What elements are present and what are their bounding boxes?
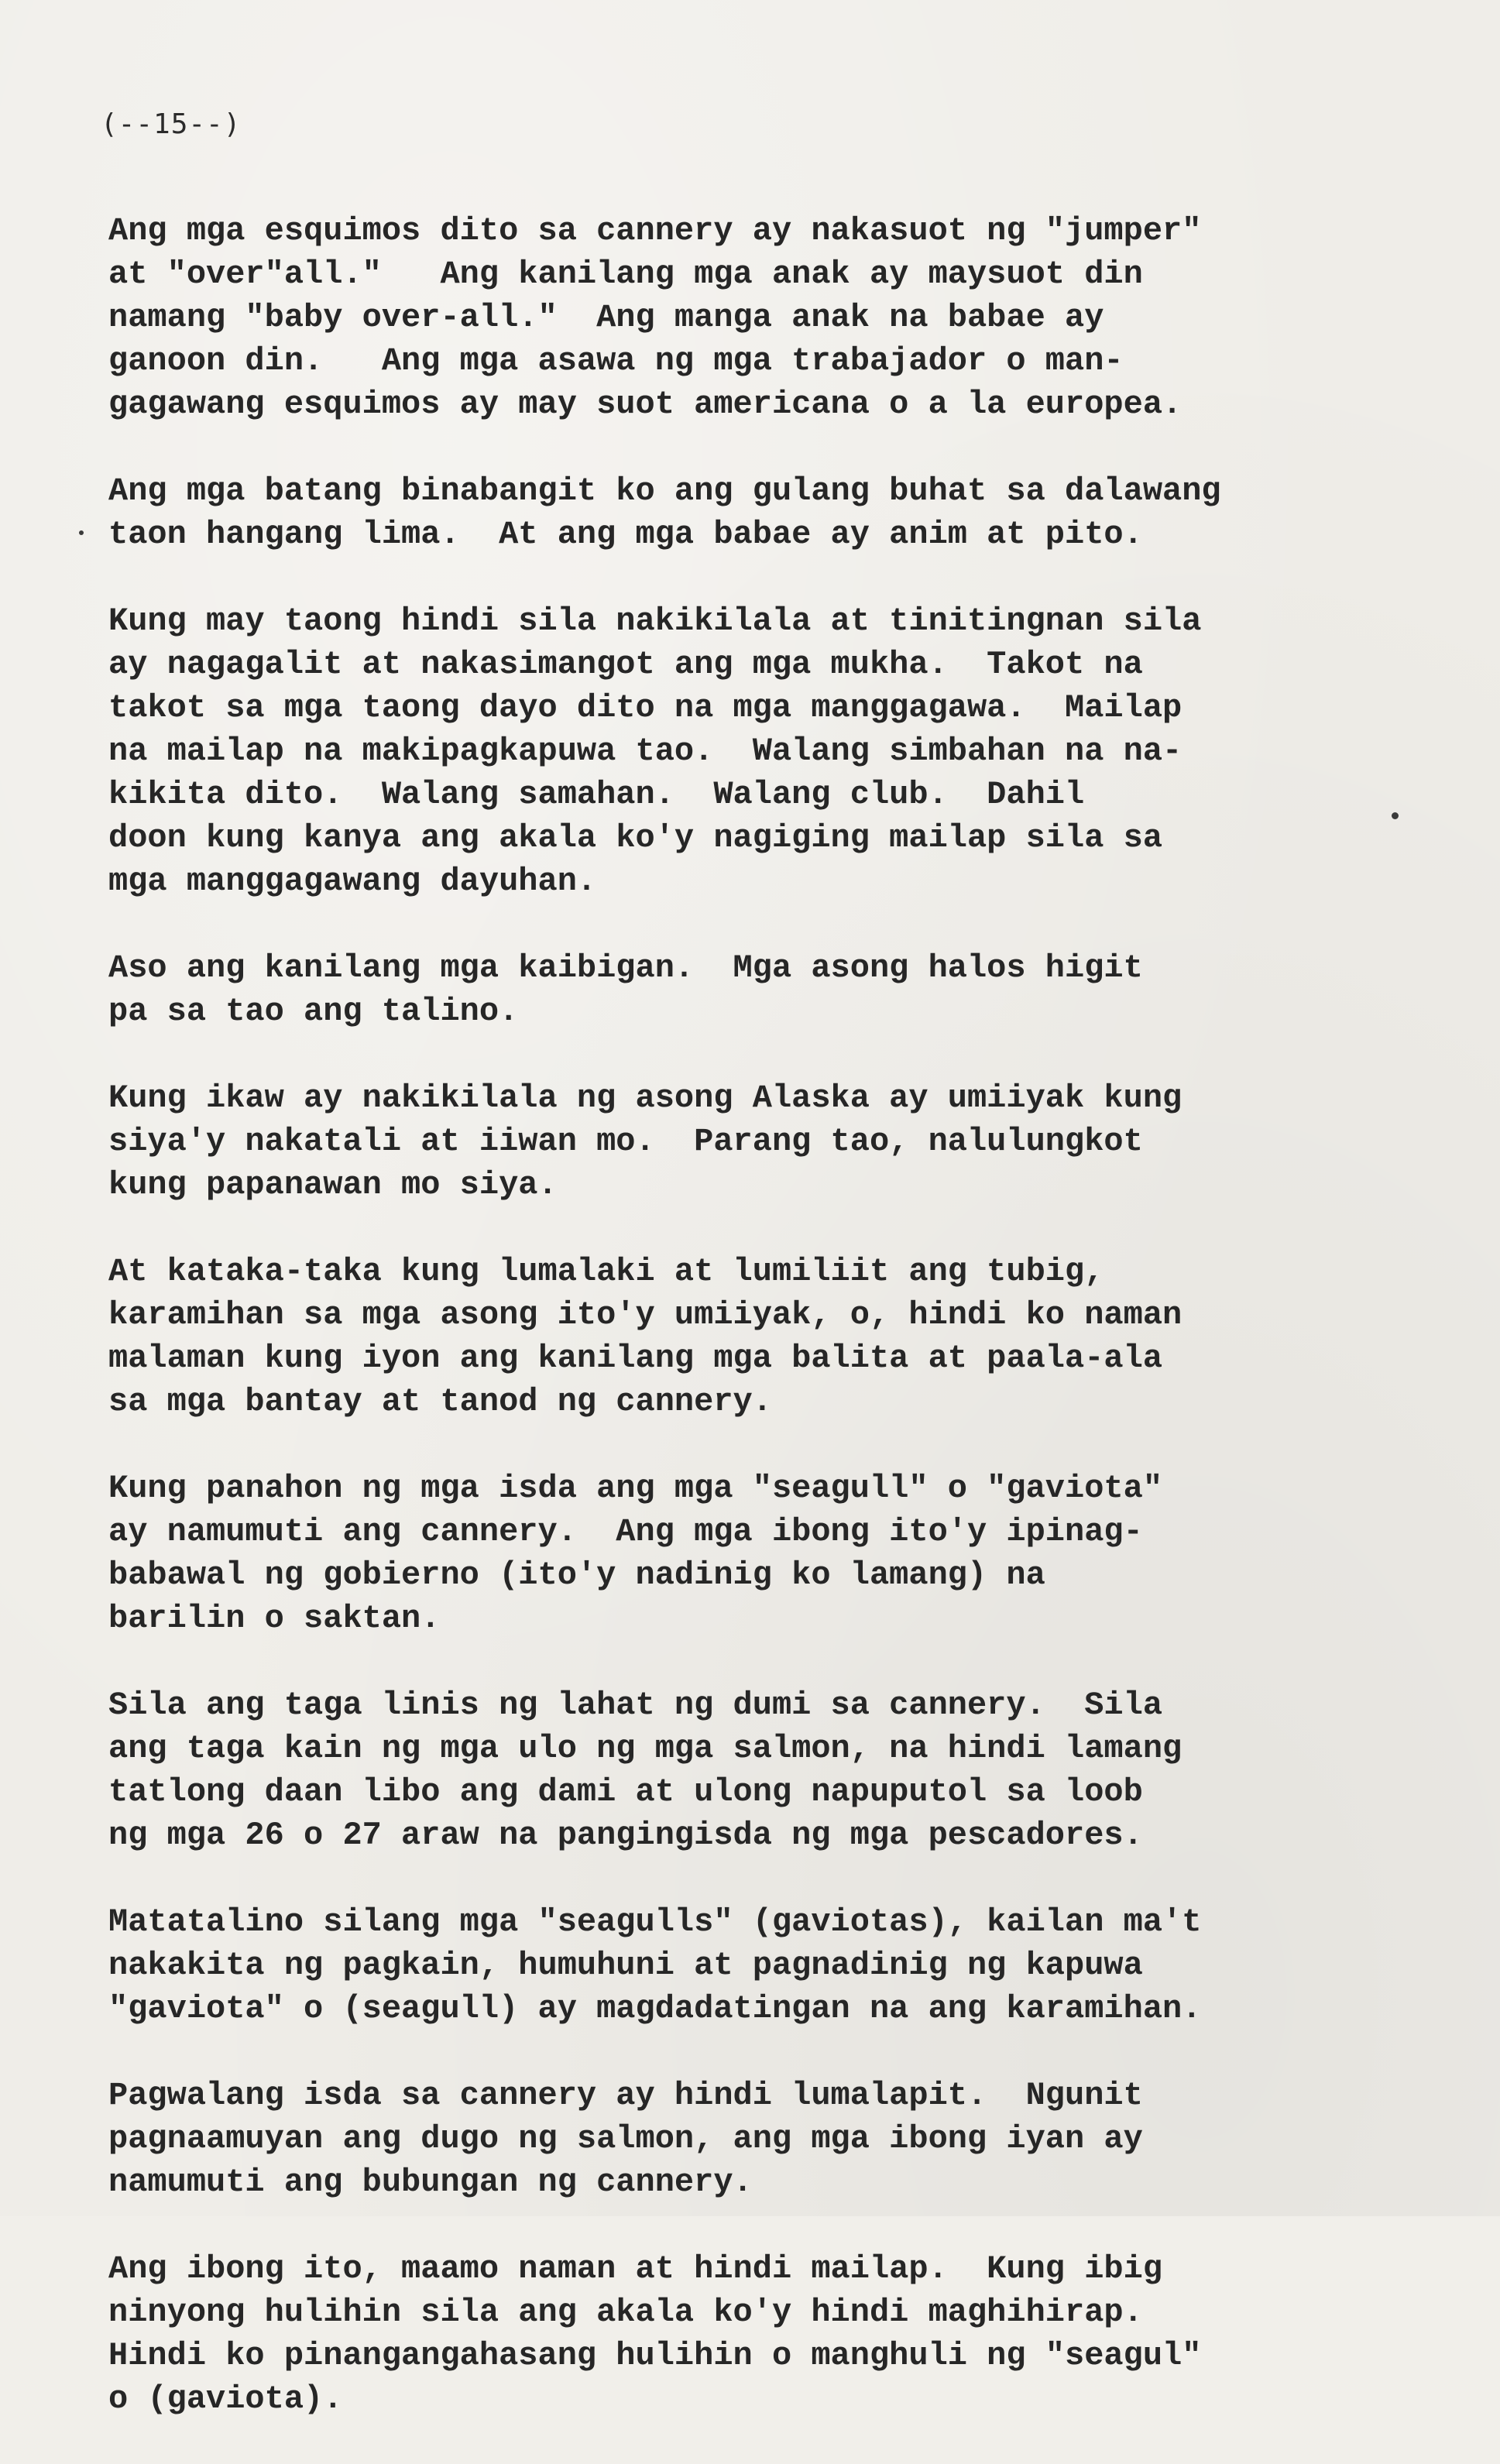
paragraph	[108, 209, 1394, 426]
text-line: ninyong hulihin sila ang akala ko'y hindi maghihirap.	[108, 2294, 1143, 2331]
text-line: o (gaviota).	[108, 2380, 343, 2418]
paragraph	[108, 1250, 1394, 1423]
text-line: kung papanawan mo siya.	[108, 1166, 558, 1203]
page-number: (--15--)	[101, 108, 242, 140]
text-line: ay namumuti ang cannery. Ang mga ibong ito'y ipinag-	[108, 1513, 1143, 1550]
typed-body-text	[108, 209, 1394, 2464]
paragraph	[108, 1683, 1394, 1857]
text-line: doon kung kanya ang akala ko'y nagiging mailap sila sa	[108, 819, 1163, 856]
text-line: pa sa tao ang talino.	[108, 993, 519, 1030]
paragraph	[108, 1900, 1394, 2030]
text-line: taon hangang lima. At ang mga babae ay anim at pito.	[108, 516, 1143, 553]
text-line: babawal ng gobierno (ito'y nadinig ko lamang) na	[108, 1556, 1045, 1594]
paragraph	[108, 1076, 1394, 1206]
text-line: Kung ikaw ay nakikilala ng asong Alaska ay umiiyak kung	[108, 1079, 1182, 1117]
text-line: namang "baby over-all." Ang manga anak na babae ay	[108, 299, 1104, 336]
text-line: ng mga 26 o 27 araw na pangingisda ng mga pescadores.	[108, 1817, 1143, 1854]
ink-speck	[79, 530, 84, 535]
text-line: at "over"all." Ang kanilang mga anak ay maysuot din	[108, 256, 1143, 293]
text-line: pagnaamuyan ang dugo ng salmon, ang mga ibong iyan ay	[108, 2120, 1143, 2157]
text-line: Kung may taong hindi sila nakikilala at tinitingnan sila	[108, 602, 1202, 640]
text-line: Ang mga esquimos dito sa cannery ay nakasuot ng "jumper"	[108, 212, 1202, 249]
text-line: Sila ang taga linis ng lahat ng dumi sa cannery. Sila	[108, 1687, 1163, 1724]
text-line: kikita dito. Walang samahan. Walang club. Dahil	[108, 776, 1085, 813]
text-line: Pagwalang isda sa cannery ay hindi lumalapit. Ngunit	[108, 2077, 1143, 2114]
paragraph	[108, 946, 1394, 1033]
text-line: namumuti ang bubungan ng cannery.	[108, 2164, 753, 2201]
text-line: Ang mga batang binabangit ko ang gulang buhat sa dalawang	[108, 472, 1221, 510]
text-line: Hindi ko pinangangahasang hulihin o manghuli ng "seagul"	[108, 2337, 1202, 2374]
paragraph	[108, 2247, 1394, 2421]
text-line: takot sa mga taong dayo dito na mga manggagawa. Mailap	[108, 689, 1182, 726]
text-line: Ang ibong ito, maamo naman at hindi mailap. Kung ibig	[108, 2250, 1163, 2287]
text-line: Matatalino silang mga "seagulls" (gaviotas), kailan ma't	[108, 1903, 1202, 1941]
paragraph	[108, 599, 1394, 903]
paragraph	[108, 469, 1394, 556]
text-line: Aso ang kanilang mga kaibigan. Mga asong halos higit	[108, 949, 1143, 987]
text-line: karamihan sa mga asong ito'y umiiyak, o, hindi ko naman	[108, 1296, 1182, 1333]
text-line: siya'y nakatali at iiwan mo. Parang tao, nalulungkot	[108, 1123, 1143, 1160]
text-line: At kataka-taka kung lumalaki at lumiliit ang tubig,	[108, 1253, 1104, 1290]
text-line: ganoon din. Ang mga asawa ng mga trabajador o man-	[108, 342, 1124, 379]
text-line: barilin o saktan.	[108, 1600, 441, 1637]
text-line: ay nagagalit at nakasimangot ang mga mukha. Takot na	[108, 646, 1143, 683]
text-line: sa mga bantay at tanod ng cannery.	[108, 1383, 772, 1420]
text-line: "gaviota" o (seagull) ay magdadatingan na ang karamihan.	[108, 1990, 1202, 2027]
text-line: na mailap na makipagkapuwa tao. Walang simbahan na na-	[108, 733, 1182, 770]
text-line: gagawang esquimos ay may suot americana o a la europea.	[108, 386, 1182, 423]
text-line: ang taga kain ng mga ulo ng mga salmon, na hindi lamang	[108, 1730, 1182, 1767]
text-line: Kung panahon ng mga isda ang mga "seagull" o "gaviota"	[108, 1470, 1163, 1507]
paragraph	[108, 1467, 1394, 1640]
text-line: nakakita ng pagkain, humuhuni at pagnadinig ng kapuwa	[108, 1947, 1143, 1984]
text-line: mga manggagawang dayuhan.	[108, 863, 597, 900]
paragraph	[108, 2074, 1394, 2204]
text-line: tatlong daan libo ang dami at ulong napuputol sa loob	[108, 1773, 1143, 1810]
text-line: malaman kung iyon ang kanilang mga balita at paala-ala	[108, 1340, 1163, 1377]
